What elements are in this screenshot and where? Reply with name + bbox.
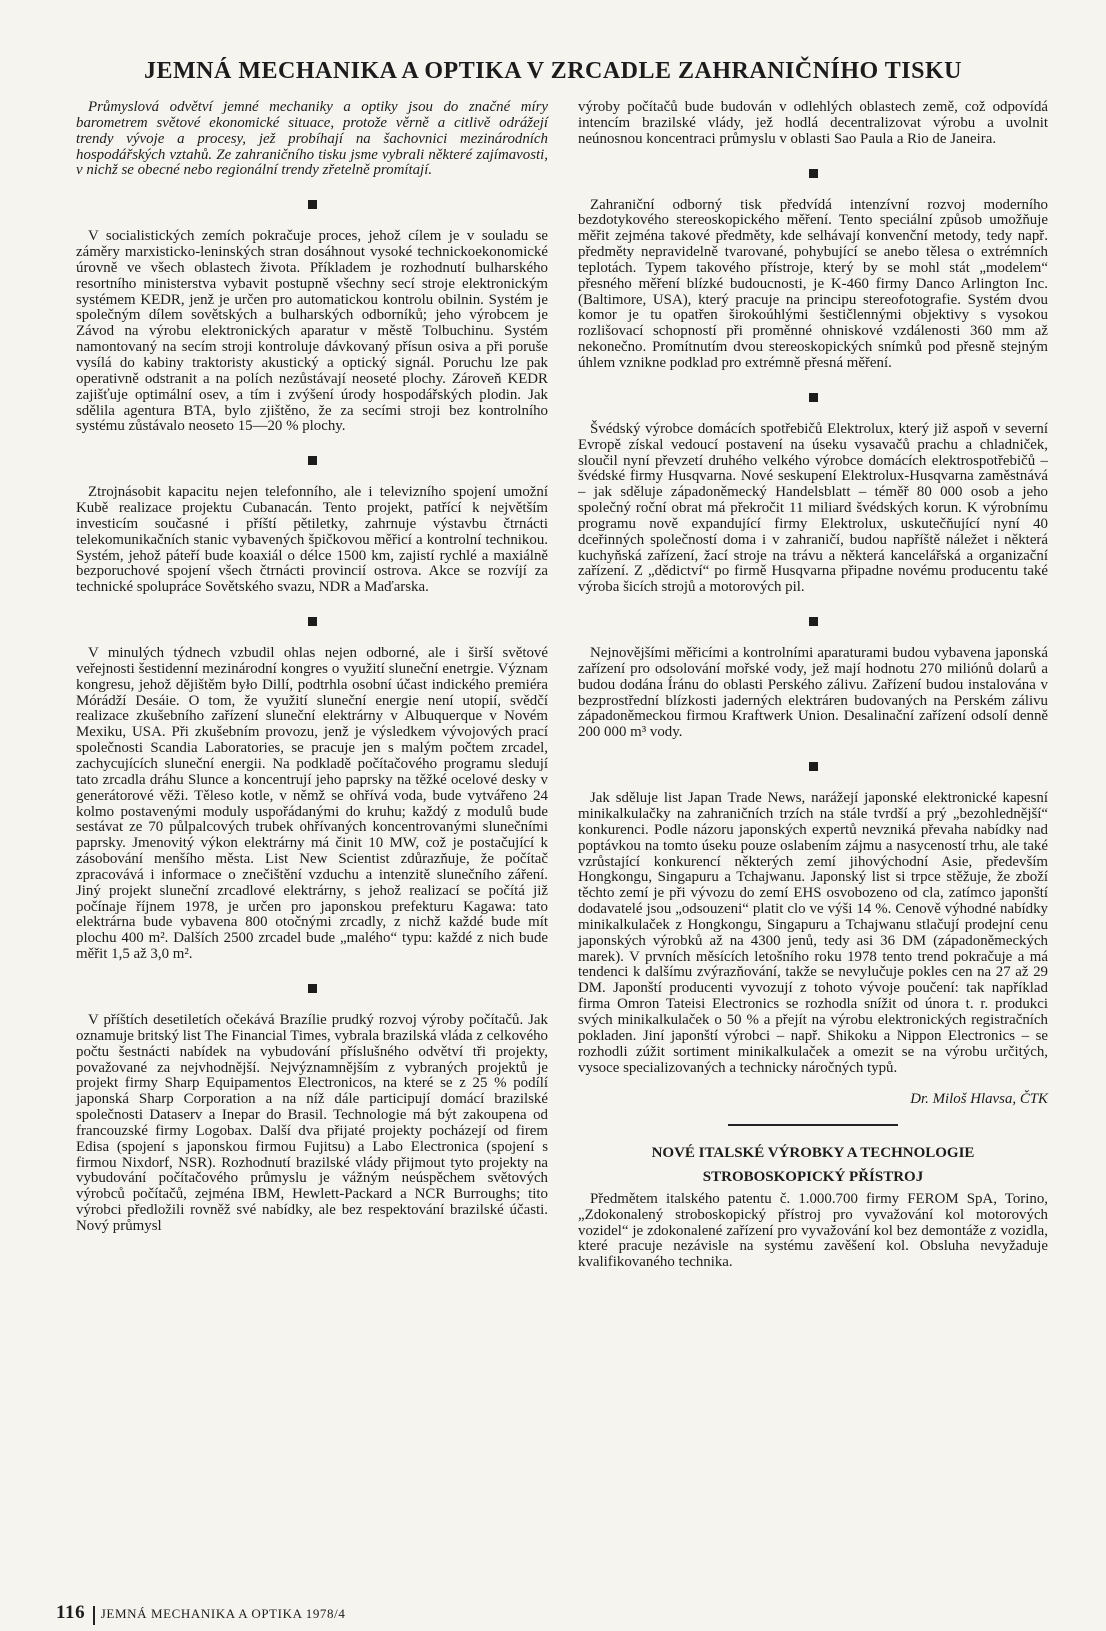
- footer-divider: [93, 1606, 95, 1625]
- article-paragraph: Švédský výrobce domácích spotřebičů Elektrolux, který již aspoň v severní Evropě získal vedoucí postavení na úseku vysavačů prachu a chladniček, sloučil nyní převzetí druhého velkého výrobce domácích elektrospotřebičů – švédské firmy Husqvarna. Nové seskupení Elektrolux-Husqvarna zaměstnává – jak sděluje západoněmecký Handelsblatt – téměř 80 000 osob a jeho společný roční obrat má překročit 11 miliard švédských korun. K výrobnímu programu nově expandující firmy Elektrolux, uskutečňující nyní 40 dceřinných společností doma i v zahraničí, budou napříště náležet i některá kuchyňská zařízení, žací stroje na trávu a některá kancelářská a organizační zařízení. Z „dědictví“ po firmě Husqvarna připadne novému producentu také výroba šicích strojů a motorových pil.: [578, 420, 1048, 596]
- left-column: [76, 100, 548, 1235]
- article-paragraph: Nejnovějšími měřicími a kontrolními aparaturami budou vybavena japonská zařízení pro odsolování mořské vody, jež mají hodnotu 270 miliónů dolarů a budou dodána Íránu do oblasti Perského zálivu. Zařízení budou instalována v bezprostřední blízkosti jaderných elektráren budovaných na Perském zálivu západoněmeckou firmou Kraftwerk Union. Desalinační zařízení odsolí denně 200 000 m³ vody.: [578, 645, 1048, 741]
- article-paragraph: V minulých týdnech vzbudil ohlas nejen odborné, ale i širší světové veřejnosti šestidenní mezinárodní kongres o využití sluneční enetrgie. Význam kongresu, jehož dějištěm było Dillí, podtrhla osobní účast indického premiéra Mórádží Desáie. O tom, že využití sluneční energie není utopií, svědčí realizace zkušebního zařízení sluneční elektrárny v Albuquerque v Novém Mexiku, USA. Při zkušebním provozu, jenž je výsledkem vývojových prací společnosti Scandia Laboratories, se pracuje jen s malým počtem zrcadel, zachycujících sluneční energii. Na podkladě počítačového programu sledují tato zrcadla dráhu Slunce a koncentrují jeho paprsky na těžké ocelové desky v generátorové věži. Těleso kotle, v němž se ohřívá voda, bude vytvářeno 24 kolmo postavenými moduly uspořádanými do kruhu; každý z modulů bude sestávat ze 70 půlpalcových trubek ohřívaných koncentrovanými slunečními paprsky. Jmenovitý výkon elektrárny má činit 10 MW, což je postačující k zásobování menšího města. List New Scientist zdůrazňuje, že počítač zpracovává i informace o znečištění vzduchu a intenzitě slunečního záření. Jiný projekt sluneční zrcadlové elektrárny, s jehož realizací se počítá již počínaje říjnem 1978, je určen pro japonskou prefekturu Kagawa: tato elektrárna bude vybavena 800 otočnými zrcadly, z nichž každé bude mít plochu 400 m². Dalších 2500 zrcadel bude „malého“ typu: každé z nich bude měřit 1,5 až 3,0 m².: [76, 645, 548, 963]
- article-paragraph: V socialistických zemích pokračuje proces, jehož cílem je v souladu se záměry marxisticko-leninských stran dosáhnout vysoké technickoekonomické úrovně ve všech oblastech života. Příkladem je rozhodnutí bulharského resortního ministerstva vybavit postupně všechny secí stroje elektronickým systémem KEDR, jenž je určen pro automatickou kontrolu obilnin. Systém je společným dílem sovětských a bulharských odborníků; jeho výrobcem je Závod na výrobu elektronických aparatur v městě Tolbuchinu. Systém namontovaný na secím stroji kontroluje dávkovaný přísun osiva a při poruše vysílá do kabiny traktoristy akustický a optický signál. Poruchu lze pak operativně odstranit a na polích nezůstávají neoseté plochy. Zároveň KEDR zajišťuje optimální osev, a tím i zvýšení úrody hospodářských plodin. Jak sdělila agentura BTA, bylo zjištěno, že za secími stroji bez kontrolního systému zůstávalo neoseto 15—20 % plochy.: [76, 228, 548, 435]
- separator-square-icon: [578, 386, 1048, 408]
- section-heading: NOVÉ ITALSKÉ VÝROBKY A TECHNOLOGIE: [651, 1145, 975, 1162]
- subsection-heading: STROBOSKOPICKÝ PŘÍSTROJ: [702, 1169, 924, 1186]
- separator-square-icon: [578, 162, 1048, 184]
- separator-square-icon: [76, 977, 548, 999]
- separator-square-icon: [76, 449, 548, 471]
- article-paragraph: výroby počítačů bude budován v odlehlých oblastech země, což odpovídá intencím brazilské vlády, jež hodlá decentralizovat výrobu a uvolnit neúnosnou koncentraci průmyslu v oblasti Sao Paula a Rio de Janeira.: [578, 99, 1048, 147]
- author-signature: Dr. Miloš Hlavsa, ČTK: [910, 1091, 1048, 1108]
- article-paragraph: Zahraniční odborný tisk předvídá intenzívní rozvoj moderního bezdotykového stereoskopického měření. Tento speciální způsob umožňuje měřit zejména takové předměty, kde selhávají konvenční metody, tedy např. předměty nepravidelně tvarované, pohybující se anebo tělesa o extrémních teplotách. Typem takového přístroje, který by se mohl stát „modelem“ přesného měření blízké budoucnosti, je K-460 firmy Danco Arlington Inc. (Baltimore, USA), který pracuje na principu stereofotografie. Systém dvou komor je tu opatřen širokoúhlými šestičlennými objektivy s vysokou rozlišovací schopností při proměnné ohniskové vzdálenosti 360 mm až nekonečno. Promítnutím dvou stereoskopických snímků pod přesně stejným úhlem vznikne podklad pro extrémně přesná měření.: [578, 196, 1048, 371]
- article-paragraph: Ztrojnásobit kapacitu nejen telefonního, ale i televizního spojení umožní Kubě realizace projektu Cubanacán. Tento projekt, patřící k největším investicím současné i příští pětiletky, zahrnuje výstavbu čtrnácti telekomunikačních stanic vybavených špičkovou měřicí a kontrolní technikou. Systém, jehož páteří bude koaxiál o délce 1500 km, zajistí rychlé a maxiálně bezporuchové spojení všech čtrnácti provincií ostrova. Akce se rozvíjí za technické spolupráce Sovětského svazu, NDR a Maďarska.: [76, 484, 548, 596]
- page-title: JEMNÁ MECHANIKA A OPTIKA V ZRCADLE ZAHRANIČNÍHO TISKU: [144, 58, 962, 84]
- article-paragraph: Jak sděluje list Japan Trade News, narážejí japonské elektronické kapesní minikalkulačky na zahraničních trzích na stále tvrdší a prý „bezohlednější“ konkurenci. Podle názoru japonských expertů nevzniká převaha nabídky nad poptávkou na tomto úseku pouze oslabením zájmu a nasyceností trhu, ale také vzrůstající konkurencí některých zemí jihovýchodní Asie, především Hongkongu, Singapuru a Tchajwanu. Japonský list si trpce stěžuje, že zboží těchto zemí je při vývozu do zemí EHS osvobozeno od cla, zatímco japonští dodavatelé jsou „odsouzeni“ platit clo ve výši 14 %. Cenově výhodné nabídky minikalkulaček z Hongkongu, Singapuru a Tchajwanu stlačují prodejní cenu japonských výrobků až na 4300 jenů, tedy asi 36 DM (západoněmeckých marek). V prvních měsících letošního roku 1978 tento trend pokračuje a má tendenci k dalšímu zvýrazňování, takže se nevylučuje pokles cen na 27 až 29 DM. Japonští producenti vyvozují z tohoto vývoje poučení: tak například firma Omron Tateisi Electronics se rozhodla snížit od února t. r. produkci svých minikalkulaček o 50 % a přejít na výrobu elektronických registračních pokladen. Jiní japonští výrobci – např. Shikoku a Nippon Electronics – se rozhodli zúžit sortiment minikalkulaček a omezit se na výrobu určitých, vysoce specializovaných a technicky náročných typů.: [578, 790, 1048, 1076]
- intro-paragraph: Průmyslová odvětví jemné mechaniky a optiky jsou do značné míry barometrem světové ekonomické situace, protože věrně a citlivě odrážejí trendy vývoje a procesy, jež probíhají na šachovnici mezinárodních hospodářských vztahů. Ze zahraničního tisku jsme vybrali některé zajímavosti, v nichž se obecné nebo regionální trendy zřetelně promítají.: [76, 99, 548, 179]
- journal-name: JEMNÁ MECHANIKA A OPTIKA 1978/4: [100, 1606, 346, 1621]
- article-paragraph: V příštích desetiletích očekává Brazílie prudký rozvoj výroby počítačů. Jak oznamuje britský list The Financial Times, vybrala brazilská vláda z celkového počtu šestnácti nabídek na vybudování příslušného odvětví tři projekty, považované za nejvhodnější. Nejvýznamnějším z vybraných projektů je projekt firmy Sharp Equipamentos Electronicos, na které se z 25 % podílí japonská Sharp Corporation a na níž dále participují domácí brazilské společnosti Dataserv a Inepar do Brasil. Technologie má být zakoupena od francouzské firmy Logobax. Další dva přijaté projekty pocházejí od firem Edisa (spojení s japonskou firmou Fujitsu) a Labo Electronica (spojení s firmou Nixdorf, NSR). Rozhodnutí brazilské vlády přijmout tyto projekty na vybudování počítačového průmyslu je vážným neúspěchem světových výrobců počítačů, zejména IBM, Hewlett-Packard a NCR Burroughs; tito výrobci předložili rovněž své nabídky, ale bez respektování brazilské účasti. Nový průmysl: [76, 1011, 548, 1234]
- separator-square-icon: [578, 755, 1048, 777]
- page-number: 116: [56, 1602, 86, 1623]
- separator-square-icon: [578, 610, 1048, 632]
- divider: [728, 1124, 898, 1126]
- separator-square-icon: [76, 193, 548, 215]
- page-footer: [56, 1602, 345, 1625]
- right-column: [578, 100, 1048, 1271]
- separator-square-icon: [76, 610, 548, 632]
- article-paragraph: Předmětem italského patentu č. 1.000.700 firmy FEROM SpA, Torino, „Zdokonalený stroboskopický přístroj pro vyvažování kol motorových vozidel“ je zdokonalené zařízení pro vyvažování kol bez demontáže z vozidla, které pracuje nezávisle na systému zavěšení kol. Obsluha nevyžaduje kvalifikovaného technika.: [578, 1190, 1048, 1271]
